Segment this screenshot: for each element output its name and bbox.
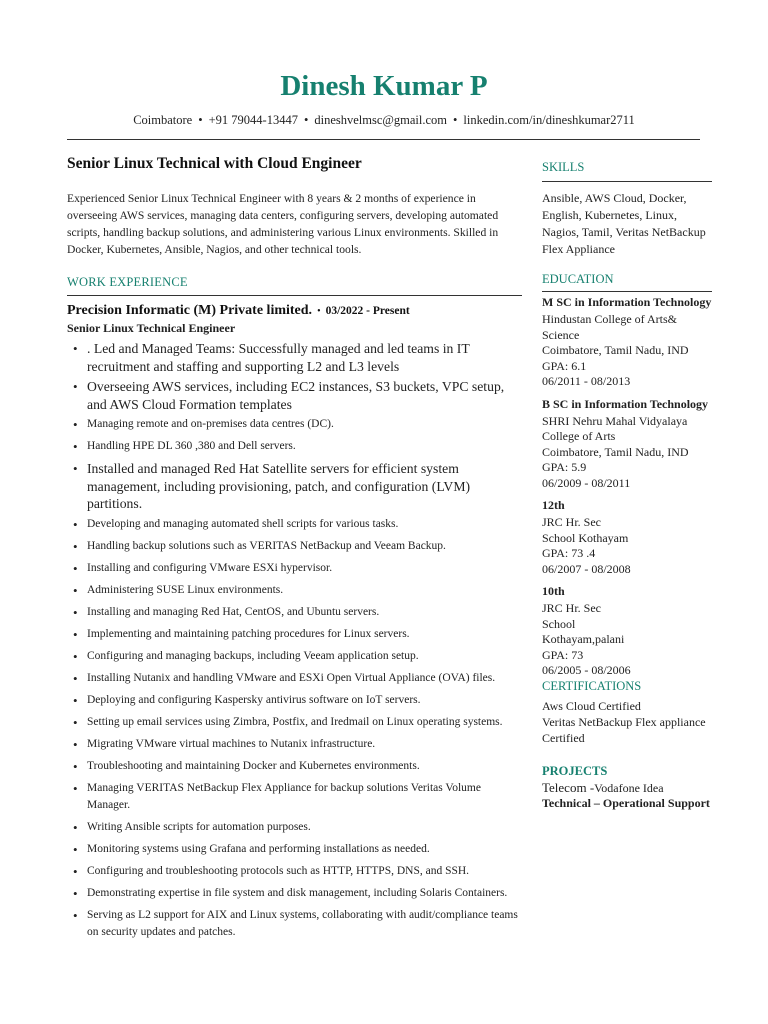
edu-institution: Hindustan College of Arts& Science xyxy=(542,312,677,342)
project-name-prefix: Telecom - xyxy=(542,779,595,795)
job-dates: 03/2022 - Present xyxy=(325,305,410,317)
education-entry xyxy=(542,296,712,390)
edu-school: School xyxy=(542,616,576,631)
project-name-rest: Vodafone Idea xyxy=(594,780,664,795)
duty-item: • Installing and managing Red Hat, CentOS, and Ubuntu servers. xyxy=(67,604,522,621)
project-role: Technical – Operational Support xyxy=(542,795,710,810)
edu-dates: 06/2007 - 08/2008 xyxy=(542,561,631,576)
section-divider xyxy=(542,291,712,292)
main-column xyxy=(67,155,522,946)
duty-item: • Managing remote and on-premises data centres (DC). xyxy=(67,416,522,433)
edu-location: Coimbatore, Tamil Nadu, IND GPA: 6.1 xyxy=(542,343,689,373)
duty-item: • Installing and configuring VMware ESXi hypervisor. xyxy=(67,560,522,577)
project-name xyxy=(542,780,712,796)
duties-list xyxy=(67,340,522,941)
duty-item: • . Led and Managed Teams: Successfully managed and led teams in IT recruitment and staffing and supporting L2 and L3 levels xyxy=(67,340,522,375)
education-entry xyxy=(542,499,712,577)
projects-heading: PROJECTS xyxy=(542,763,608,778)
duty-item: • Deploying and configuring Kaspersky antivirus software on IoT servers. xyxy=(67,692,522,709)
contact-location: Coimbatore xyxy=(133,113,193,127)
duty-item: • Implementing and maintaining patching procedures for Linux servers. xyxy=(67,626,522,643)
duty-item: • Installed and managed Red Hat Satellite servers for efficient system management, including provisioning, patch, and configuration (LVM) partitions. xyxy=(67,460,522,513)
edu-location: Kothayam,palani xyxy=(542,632,625,646)
duty-item: • Configuring and troubleshooting protocols such as HTTP, HTTPS, DNS, and SSH. xyxy=(67,863,522,880)
duty-item: • Installing Nutanix and handling VMware and ESXi Open Virtual Appliance (OVA) files. xyxy=(67,670,522,687)
edu-degree: 10th xyxy=(542,584,565,598)
duty-item: • Setting up email services using Zimbra, Postfix, and Iredmail on Linux operating systems. xyxy=(67,714,522,731)
duty-item: • Migrating VMware virtual machines to Nutanix infrastructure. xyxy=(67,736,522,753)
edu-degree: B SC in Information Technology xyxy=(542,396,709,411)
company-name: Precision Informatic (M) Private limited. xyxy=(67,303,313,318)
certification-item: Aws Cloud Certified xyxy=(542,698,641,713)
job-separator: • xyxy=(317,306,321,317)
certification-item: Veritas NetBackup Flex appliance Certified xyxy=(542,714,706,745)
job-title: Senior Linux Technical Engineer xyxy=(67,321,236,335)
edu-dates: 06/2009 - 08/2011 xyxy=(542,475,631,490)
skills-heading: SKILLS xyxy=(542,160,585,174)
contact-separator: • xyxy=(198,113,203,127)
sidebar-column xyxy=(542,160,712,811)
contact-separator: • xyxy=(453,113,458,127)
edu-degree: 12th xyxy=(542,498,565,512)
duty-item: • Serving as L2 support for AIX and Linux systems, collaborating with audit/compliance teams on security updates and patches. xyxy=(67,907,522,941)
edu-gpa: GPA: 73 xyxy=(542,647,584,662)
edu-degree: M SC in Information Technology xyxy=(542,295,712,309)
contact-email[interactable]: dineshvelmsc@gmail.com xyxy=(314,113,448,127)
edu-institution: JRC Hr. Sec xyxy=(542,515,602,529)
contact-line xyxy=(0,113,768,128)
edu-location: Coimbatore, Tamil Nadu, IND GPA: 5.9 xyxy=(542,444,689,474)
duty-item: • Developing and managing automated shell scripts for various tasks. xyxy=(67,516,522,533)
work-experience-heading: WORK EXPERIENCE xyxy=(67,275,188,289)
duty-item: • Configuring and managing backups, including Veeam application setup. xyxy=(67,648,522,665)
education-entry xyxy=(542,398,712,492)
edu-institution: SHRI Nehru Mahal Vidyalaya College of Arts xyxy=(542,413,688,443)
contact-phone: +91 79044-13447 xyxy=(208,113,298,127)
duty-item: • Handling backup solutions such as VERITAS NetBackup and Veeam Backup. xyxy=(67,538,522,555)
edu-dates: 06/2011 - 08/2013 xyxy=(542,374,631,388)
education-heading: EDUCATION xyxy=(542,272,614,286)
job-header xyxy=(67,303,522,319)
section-divider xyxy=(67,295,522,296)
skills-list: Ansible, AWS Cloud, Docker, English, Kubernetes, Linux, Nagios, Tamil, Veritas NetBackup Flex Appliance xyxy=(542,191,706,256)
section-divider xyxy=(542,181,712,182)
duty-item: • Managing VERITAS NetBackup Flex Appliance for backup solutions Veritas Volume Manager. xyxy=(67,780,522,814)
duty-item: • Administering SUSE Linux environments. xyxy=(67,582,522,599)
duty-item: • Troubleshooting and maintaining Docker and Kubernetes environments. xyxy=(67,758,522,775)
header-divider xyxy=(67,139,700,140)
contact-linkedin[interactable]: linkedin.com/in/dineshkumar2711 xyxy=(463,113,635,127)
edu-gpa: GPA: 73 .4 xyxy=(542,546,596,560)
duty-item: • Overseeing AWS services, including EC2 instances, S3 buckets, VPC setup, and AWS Cloud Formation templates xyxy=(67,378,522,413)
duty-item: • Monitoring systems using Grafana and performing installations as needed. xyxy=(67,841,522,858)
edu-institution: JRC Hr. Sec xyxy=(542,601,602,615)
duty-item: • Writing Ansible scripts for automation purposes. xyxy=(67,819,522,836)
edu-school: School Kothayam xyxy=(542,530,629,545)
education-entry xyxy=(542,585,712,679)
summary-title: Senior Linux Technical with Cloud Engineer xyxy=(67,155,362,172)
edu-dates: 06/2005 - 08/2006 xyxy=(542,663,631,677)
duty-item: • Handling HPE DL 360 ,380 and Dell servers. xyxy=(67,438,522,455)
candidate-name: Dinesh Kumar P xyxy=(280,70,488,102)
certifications-heading: CERTIFICATIONS xyxy=(542,678,642,693)
contact-separator: • xyxy=(303,113,309,127)
duty-item: • Demonstrating expertise in file system and disk management, including Solaris Containers. xyxy=(67,885,522,902)
summary-text: Experienced Senior Linux Technical Engineer with 8 years & 2 months of experience in overseeing AWS services, managing data centers, configuring servers, developing automated scripts, handling backup solutions, and administering various Linux environments. Skilled in Docker, Kubernetes, Ansible, Nagios, and other technical tools. xyxy=(67,192,499,256)
